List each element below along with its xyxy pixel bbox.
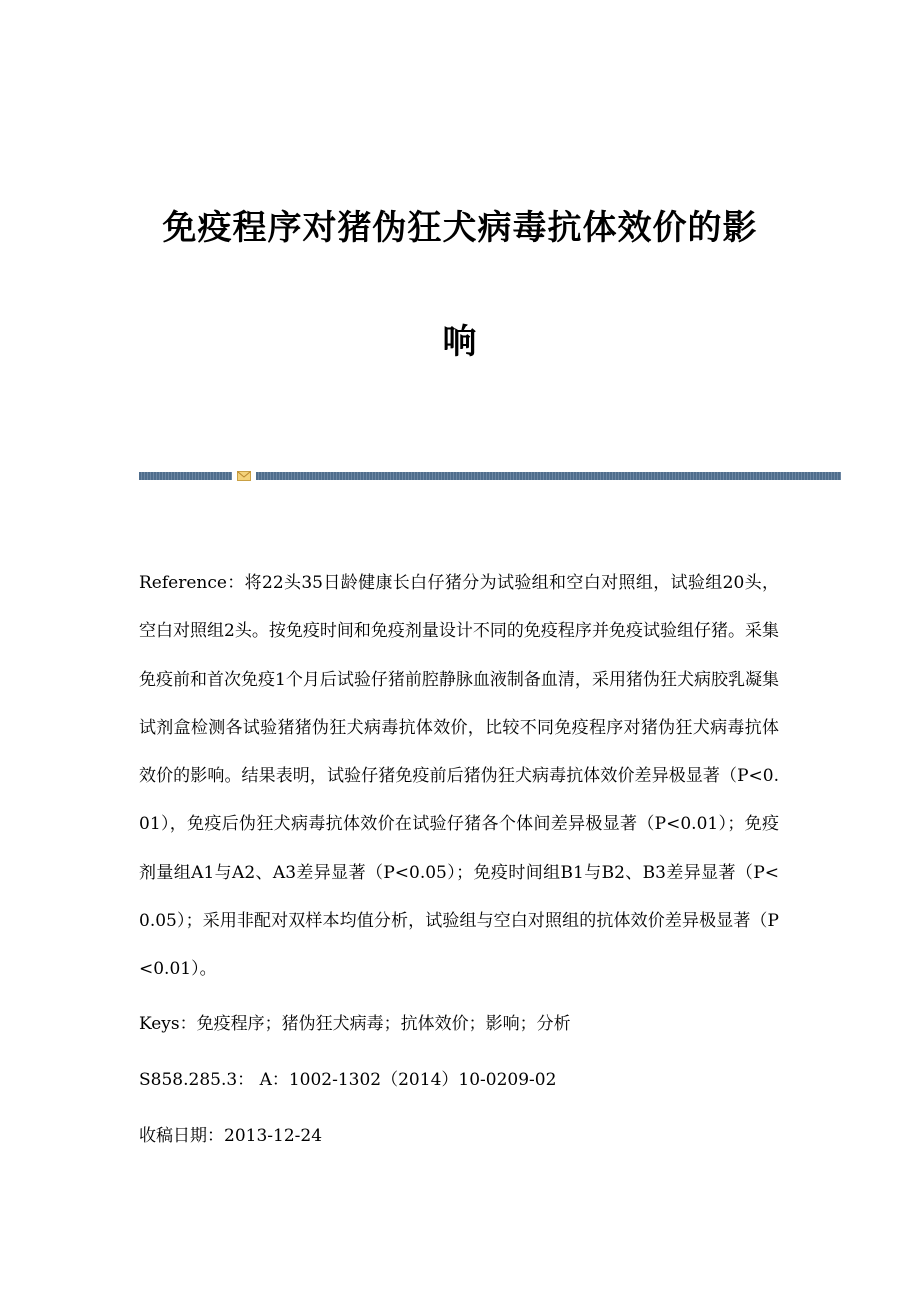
received-label: 收稿日期： <box>139 1125 224 1146</box>
divider-bar-left <box>139 472 232 480</box>
paper-title <box>100 208 820 362</box>
received-date-line <box>139 1112 779 1160</box>
classification-line: S858.285.3： A：1002-1302（2014）10-0209-02 <box>139 1069 557 1090</box>
keywords-line <box>139 1000 779 1048</box>
received-date: 2013-12-24 <box>224 1125 323 1146</box>
abstract-label: Reference： <box>139 573 245 593</box>
title-line-2: 响 <box>442 322 478 362</box>
abstract-paragraph <box>139 559 779 994</box>
keywords-text: 免疫程序；猪伪狂犬病毒；抗体效价；影响；分析 <box>196 1013 571 1034</box>
abstract-text: 将22头35日龄健康长白仔猪分为试验组和空白对照组，试验组20头，空白对照组2头。按免疫时间和免疫剂量设计不同的免疫程序并免疫试验组仔猪。采集免疫前和首次免疫1个月后试验仔猪前腔静脉血液制备血清，采用猪伪狂犬病胶乳凝集试剂盒检测各试验猪猪伪狂犬病毒抗体效价，比较不同免疫程序对猪伪狂犬病毒抗体效价的影响。结果表明，试验仔猪免疫前后猪伪狂犬病毒抗体效价差异极显著（P<0.01），免疫后伪狂犬病毒抗体效价在试验仔猪各个体间差异极显著（P<0.01）；免疫剂量组A1与A2、A3差异显著（P<0.05）；免疫时间组B1与B2、B3差异显著（P<0.05）；采用非配对双样本均值分析，试验组与空白对照组的抗体效价差异极显著（P<0.01）。 <box>139 573 779 980</box>
divider-bar-right <box>256 472 841 480</box>
title-line-1: 免疫程序对猪伪狂犬病毒抗体效价的影 <box>162 208 758 248</box>
paper-body <box>139 559 779 1160</box>
section-divider <box>139 470 841 482</box>
envelope-icon <box>237 470 251 482</box>
keywords-label: Keys： <box>139 1013 197 1034</box>
